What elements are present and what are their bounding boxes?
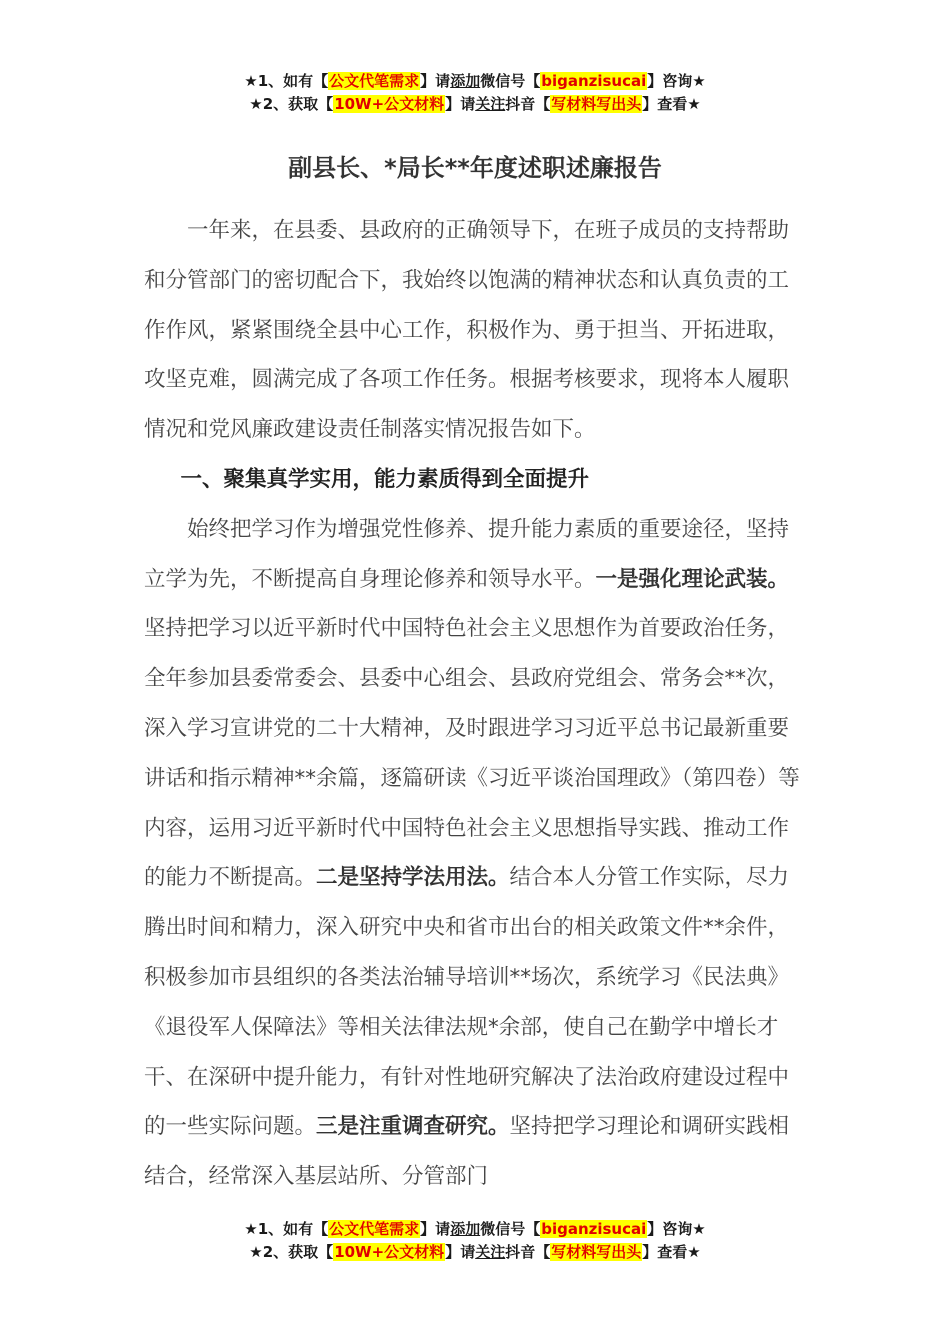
point-2-heading: 二是坚持学法用法。 xyxy=(316,865,510,891)
highlight-douyin-id: 写材料写出头 xyxy=(551,95,642,113)
paragraph-study: 始终把学习作为增强党性修养、提升能力素质的重要途径，坚持立学为先，不断提高自身理论修养和领导水平。一是强化理论武装。坚持把学习以近平新时代中国特色社会主义思想作为首要政治任务，全年参加县委常委会、县委中心组会、县政府党组会、常务会**次，深入学习宣讲党的二十大精神，及时跟进学习习近平总书记最新重要讲话和指示精神**余篇，逐篇研读《习近平谈治国理政》（第四卷）等内容，运用习近平新时代中国特色社会主义思想指导实践、推动工作的能力不断提高。二是坚持学法用法。结合本人分管工作实际，尽力腾出时间和精力，深入研究中央和省市出台的相关政策文件**余件，积极参加市县组织的各类法治辅导培训**场次，系统学习《民法典》《退役军人保障法》等相关法律法规*余部，使自己在勤学中增长才干、在深研中提升能力，有针对性地研究解决了法治政府建设过程中的一些实际问题。三是注重调查研究。坚持把学习理论和调研实践相结合，经常深入基层站所、分管部门 xyxy=(144,516,800,1190)
highlight-wechat-id: biganzisucai xyxy=(541,1220,647,1238)
point-3-heading: 三是注重调查研究。 xyxy=(316,1114,510,1140)
promo-line-1: ★1、如有【公文代笔需求】请添加微信号【biganzisucai】咨询★ xyxy=(244,72,706,90)
highlight-wechat-id: biganzisucai xyxy=(541,72,647,90)
promo-line-2: ★2、获取【10W+公文材料】请关注抖音【写材料写出头】查看★ xyxy=(249,95,701,113)
promo-line-1: ★1、如有【公文代笔需求】请添加微信号【biganzisucai】咨询★ xyxy=(244,1220,706,1238)
highlight-materials: 10W+公文材料 xyxy=(334,1243,445,1261)
highlight-douyin-id: 写材料写出头 xyxy=(551,1243,642,1261)
document-body xyxy=(144,206,806,1202)
highlight-materials: 10W+公文材料 xyxy=(334,95,445,113)
highlight-service: 公文代笔需求 xyxy=(329,1220,420,1238)
document-title: 副县长、*局长**年度述职述廉报告 xyxy=(288,154,662,182)
promo-line-2: ★2、获取【10W+公文材料】请关注抖音【写材料写出头】查看★ xyxy=(249,1243,701,1261)
section-heading-1: 一、聚集真学实用，能力素质得到全面提升 xyxy=(180,466,590,492)
highlight-service: 公文代笔需求 xyxy=(329,72,420,90)
promo-banner-top xyxy=(0,70,950,116)
point-1-heading: 一是强化理论武装。 xyxy=(595,566,790,592)
paragraph-intro: 一年来，在县委、县政府的正确领导下，在班子成员的支持帮助和分管部门的密切配合下，我始终以饱满的精神状态和认真负责的工作作风，紧紧围绕全县中心工作，积极作为、勇于担当、开拓进取，攻坚克难，圆满完成了各项工作任务。根据考核要求，现将本人履职情况和党风廉政建设责任制落实情况报告如下。 xyxy=(144,218,790,443)
promo-banner-bottom xyxy=(0,1218,950,1264)
